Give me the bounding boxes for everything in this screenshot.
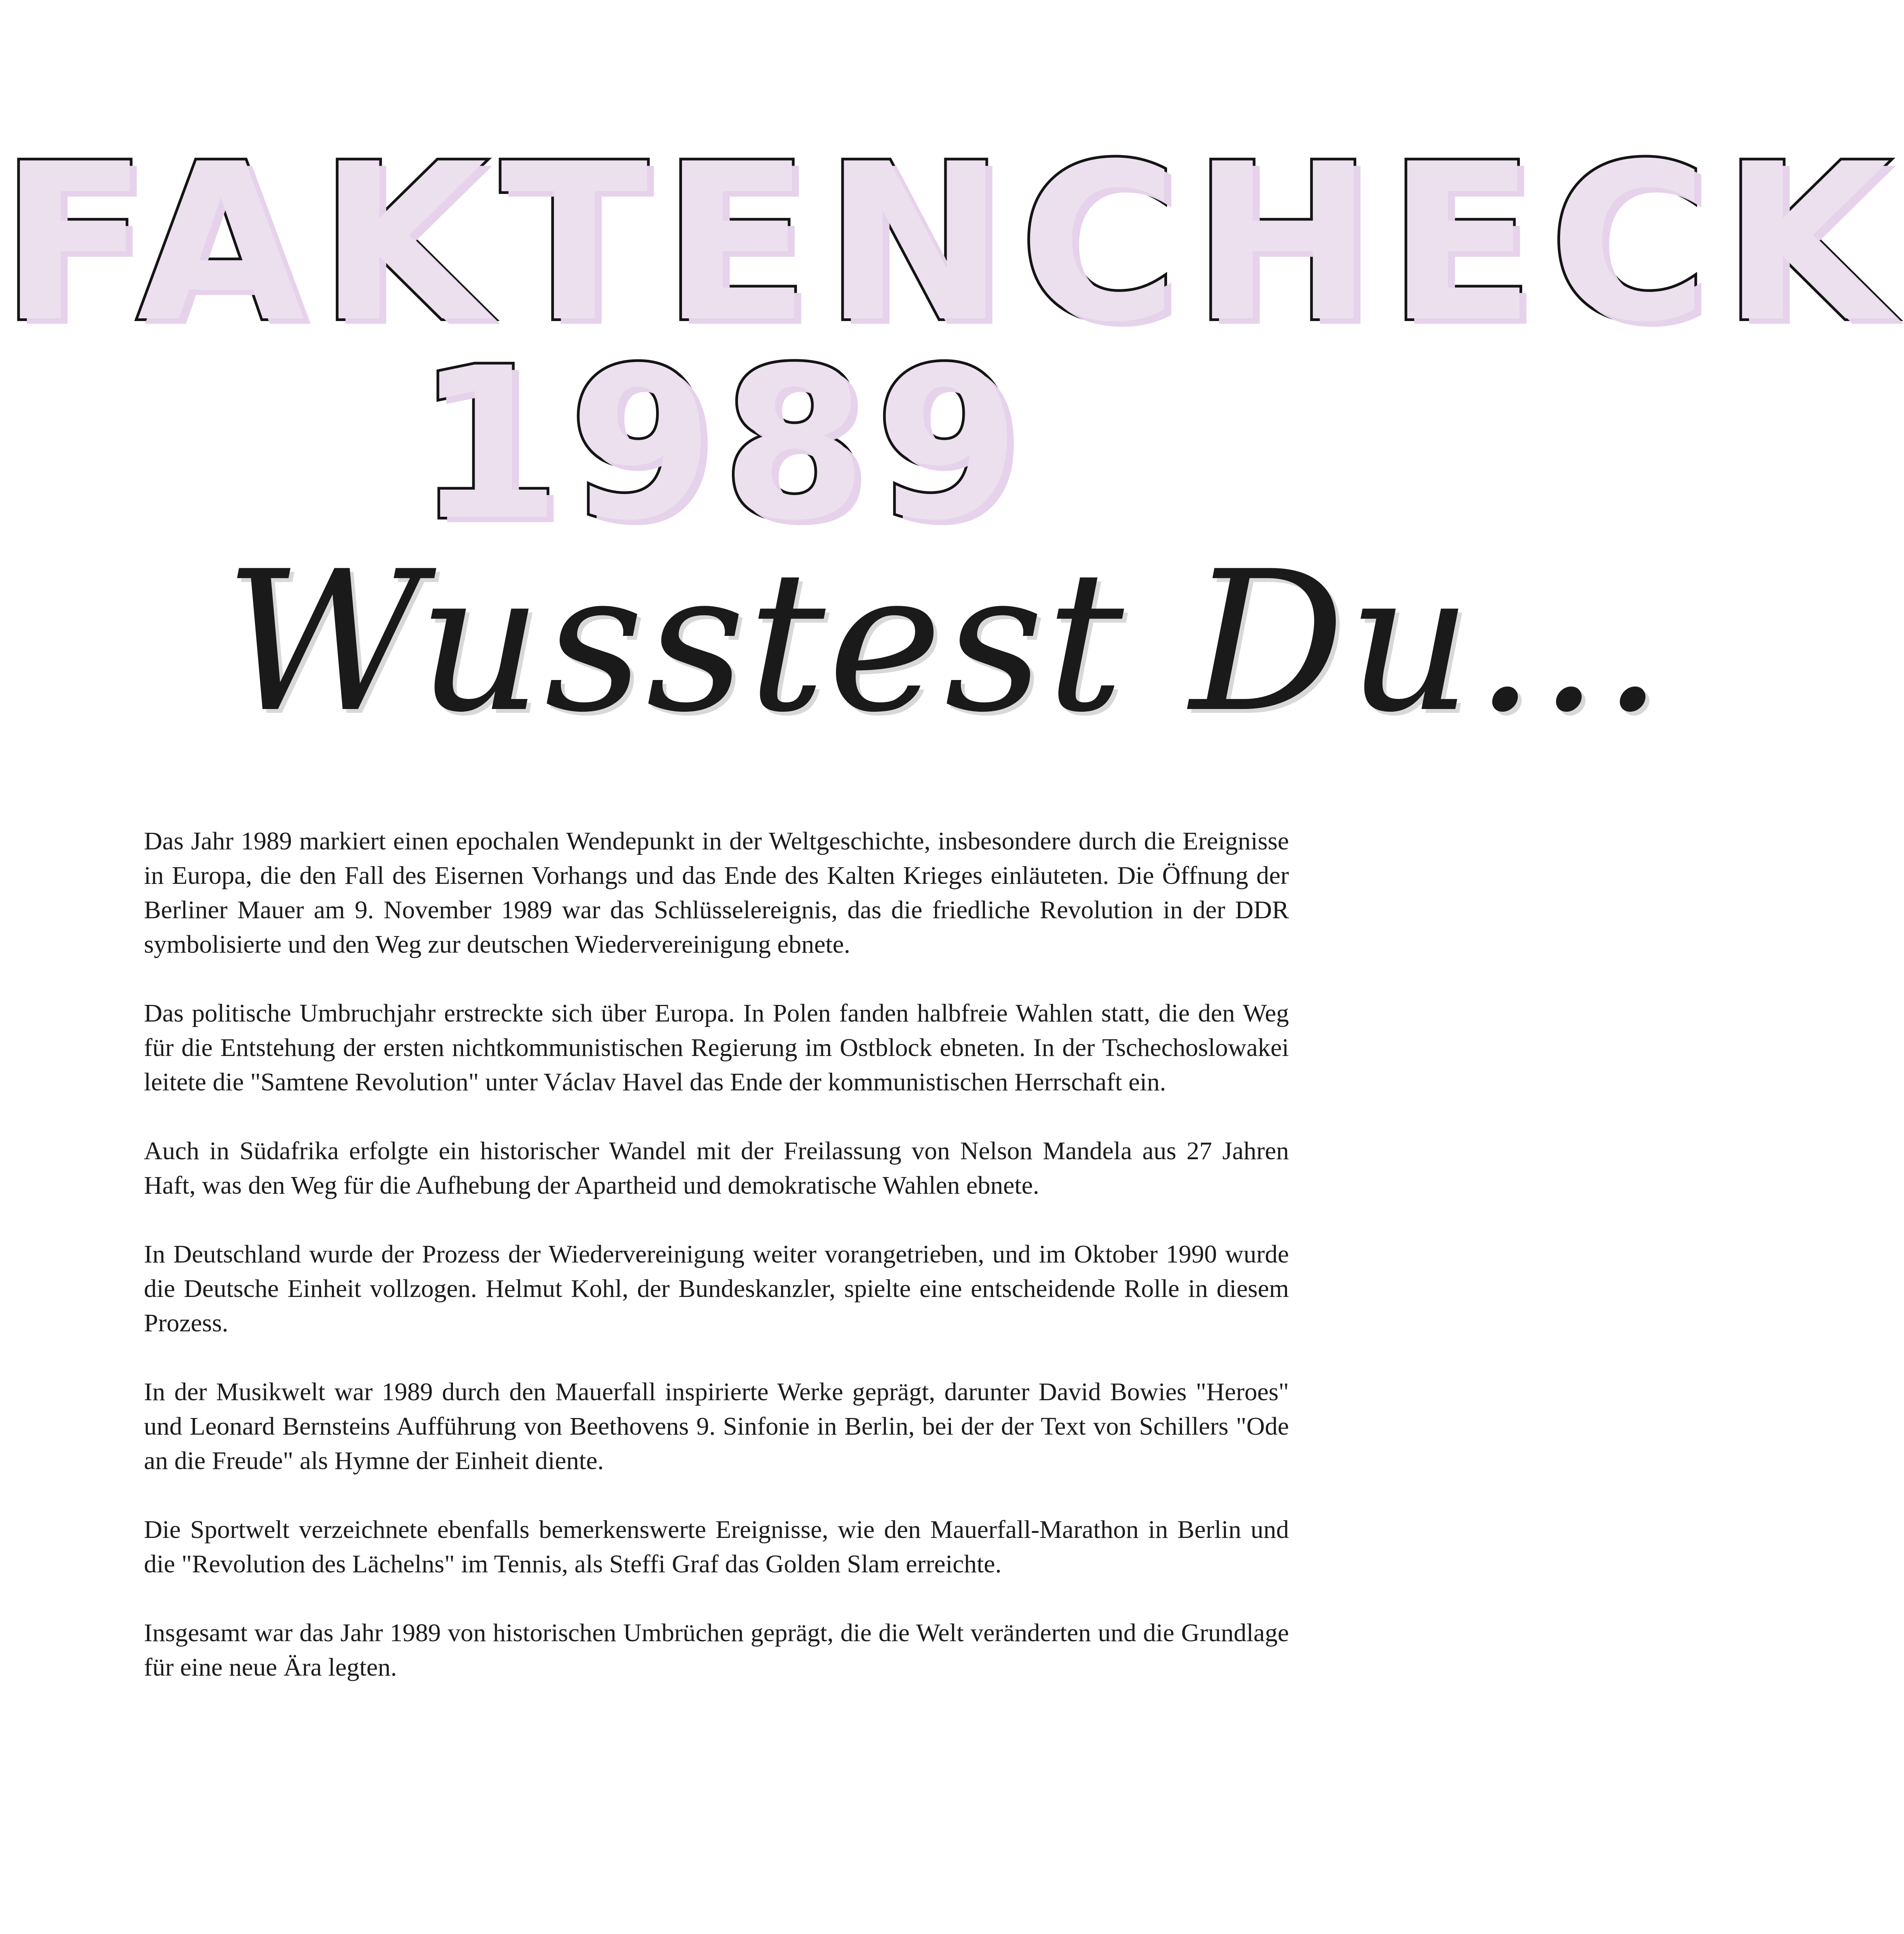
paragraph-south-africa: Auch in Südafrika erfolgte ein historischer Wandel mit der Freilassung von Nelson Mandela aus 27 Jahren Haft, was den Weg für die Aufhebung der Apartheid und demokratische Wahlen ebnete. [144,1137,1289,1199]
paragraph-music: In der Musikwelt war 1989 durch den Mauerfall inspirierte Werke geprägt, darunter David Bowies "Heroes" und Leonard Bernsteins Aufführung von Beethovens 9. Sinfonie in Berlin, bei der der Text von Schillers "Ode an die Freude" als Hymne der Einheit diente. [144,1378,1289,1475]
paragraph-conclusion: Insgesamt war das Jahr 1989 von historischen Umbrüchen geprägt, die die Welt veränderten und die Grundlage für eine neue Ära legten. [144,1619,1289,1681]
title-faktencheck: FAKTENCHECK [0,118,1904,370]
script-heading: Wusstest Du... [224,530,1666,755]
paragraph-europe: Das politische Umbruchjahr erstreckte sich über Europa. In Polen fanden halbfreie Wahlen statt, die den Weg für die Entstehung der ersten nichtkommunistischen Regierung im Ostblock ebneten. In der Tschechoslowakei leitete die "Samtene Revolution" unter Václav Havel das Ende der kommunistischen Herrschaft ein. [144,999,1289,1096]
paragraph-germany: In Deutschland wurde der Prozess der Wiedervereinigung weiter vorangetrieben, und im Oktober 1990 wurde die Deutsche Einheit vollzogen. Helmut Kohl, der Bundeskanzler, spielte eine entscheidende Rolle in diesem Prozess. [144,1240,1289,1337]
paragraph-sports: Die Sportwelt verzeichnete ebenfalls bemerkenswerte Ereignisse, wie den Mauerfall-Marathon in Berlin und die "Revolution des Lächelns" im Tennis, als Steffi Graf das Golden Slam erreichte. [144,1515,1289,1578]
body-text [144,824,1289,1719]
paragraph-intro: Das Jahr 1989 markiert einen epochalen Wendepunkt in der Weltgeschichte, insbesondere durch die Ereignisse in Europa, die den Fall des Eisernen Vorhangs und das Ende des Kalten Krieges einläuteten. Die Öffnung der Berliner Mauer am 9. November 1989 war das Schlüsselereignis, das die friedliche Revolution in der DDR symbolisierte und den Weg zur deutschen Wiedervereinigung ebnete. [144,827,1289,958]
title-year: 1989 [415,323,1028,566]
